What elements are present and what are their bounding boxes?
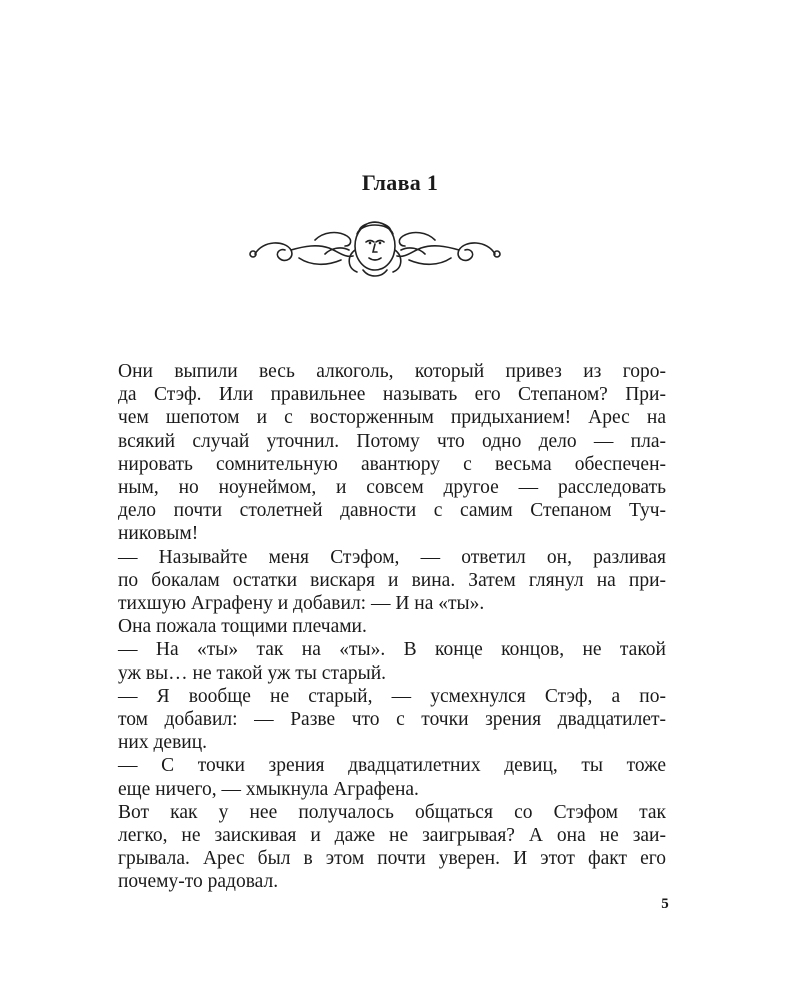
text-line: никовым! (118, 523, 199, 545)
chapter-title: Глава 1 (361, 170, 439, 195)
text-line: — На «ты» так на «ты». В конце концов, не такой (118, 639, 666, 661)
text-line: дело почти столетней давности с самим Степаном Туч- (118, 500, 666, 522)
text-line: них девиц. (118, 732, 208, 754)
cherub-face-scroll-ornament-icon (245, 210, 505, 282)
text-line: грывала. Арес был в этом почти уверен. И этот факт его (118, 848, 666, 870)
text-line: — С точки зрения двадцатилетних девиц, ты тоже (118, 755, 666, 777)
text-line: почему-то радовал. (118, 871, 279, 893)
text-line: легко, не заискивая и даже не заигрывая? А она не заи- (118, 825, 666, 847)
text-line: том добавил: — Разве что с точки зрения двадцатилет- (118, 709, 666, 731)
text-line: по бокалам остатки вискаря и вина. Затем глянул на при- (118, 569, 666, 591)
text-line: нировать сомнительную авантюру с весьма обеспечен- (118, 453, 666, 475)
text-line: уж вы… не такой уж ты старый. (118, 662, 387, 684)
text-line: Она пожала тощими плечами. (118, 616, 367, 638)
page-number: 5 (661, 896, 669, 912)
text-line: тихшую Аграфену и добавил: — И на «ты». (118, 593, 485, 615)
text-line: да Стэф. Или правильнее называть его Степаном? При- (118, 384, 666, 406)
chapter-body-text (118, 360, 666, 894)
text-line: всякий случай уточнил. Потому что одно дело — пла- (118, 430, 666, 452)
text-line: Они выпили весь алкоголь, который привез из горо- (118, 361, 666, 382)
text-line: — Я вообще не старый, — усмехнулся Стэф, а по- (118, 685, 666, 707)
text-line: — Называйте меня Стэфом, — ответил он, разливая (118, 546, 666, 568)
text-line: чем шепотом и с восторженным придыханием! Арес на (118, 407, 666, 429)
text-line: ным, но ноунеймом, и совсем другое — расследовать (118, 477, 666, 499)
text-line: Вот как у нее получалось общаться со Стэфом так (118, 801, 666, 823)
text-line: еще ничего, — хмыкнула Аграфена. (118, 778, 419, 800)
